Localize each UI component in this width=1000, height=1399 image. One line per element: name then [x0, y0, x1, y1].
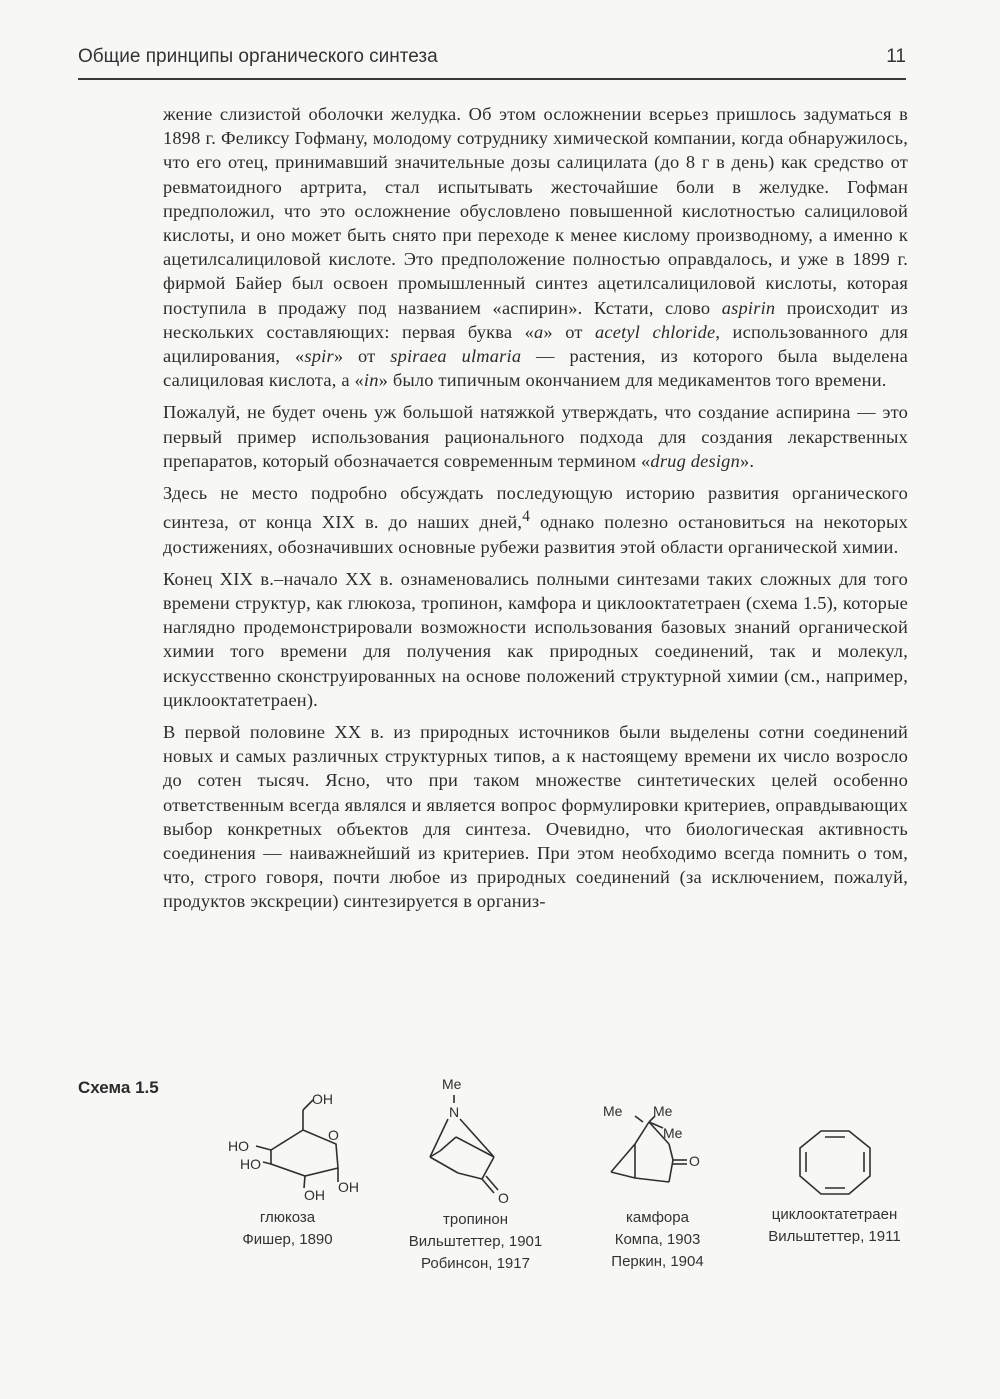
- compound-camphor: [580, 1098, 735, 1273]
- paragraph-drug-design: Пожалуй, не будет очень уж большой натяжкой утверждать, что создание аспирина — это первый пример использования рационального подхода для создания лекарственных препаратов, который обозначается современным термином «drug design».: [163, 402, 908, 471]
- paragraph-total-syntheses: Конец XIX в.–начало XX в. ознаменовались полными синтезами таких сложных для того времени структур, как глюкоза, тропинон, камфора и циклооктатетраен (схема 1.5), которые наглядно продемонстрировали возможности использования базовых знаний органической химии того времени для получения как природных соединений, так и молекул, искусственно сконструированных на основе положений структурной химии (см., например, циклооктатетраен).: [163, 568, 908, 710]
- footnote-ref[interactable]: 4: [522, 508, 531, 526]
- svg-text:OH: OH: [303, 1187, 325, 1203]
- svg-text:O: O: [688, 1153, 700, 1169]
- glucose-structure: [208, 1088, 368, 1203]
- svg-text:O: O: [497, 1190, 509, 1206]
- compound-credit: Робинсон, 1917: [421, 1255, 530, 1272]
- svg-text:O: O: [327, 1127, 339, 1143]
- compound-tropinone: [388, 1075, 563, 1275]
- compound-credit: Вильштеттер, 1901: [408, 1233, 543, 1250]
- compound-credit: Компа, 1903: [614, 1231, 701, 1248]
- cyclooctatetraene-structure: [790, 1128, 880, 1198]
- scheme-label: Схема 1.5: [78, 1078, 159, 1097]
- compound-credit: Фишер, 1890: [242, 1231, 333, 1248]
- running-header: [78, 40, 906, 80]
- term-drug-design: drug design: [650, 450, 740, 471]
- svg-text:Me: Me: [441, 1076, 461, 1092]
- running-title: Общие принципы органического синтеза: [78, 46, 438, 67]
- svg-text:Me: Me: [652, 1103, 672, 1119]
- camphor-structure: [593, 1098, 723, 1203]
- compound-name: тропинон: [443, 1211, 508, 1228]
- page-number: 11: [886, 46, 906, 67]
- term-acetyl-chloride: acetyl chloride: [594, 321, 716, 342]
- paragraph-history: Здесь не место подробно обсуждать последующую историю развития органического синтеза, от конца XIX в. до наших дней,$^4$ однако полезно остановиться на некоторых достижениях, обозначивших основные рубежи развития этой области органической химии.: [163, 483, 908, 557]
- compound-credit: Перкин, 1904: [611, 1253, 704, 1270]
- tropinone-structure: [396, 1075, 556, 1205]
- term-aspirin: aspirin: [721, 297, 776, 318]
- compound-name: камфора: [626, 1209, 689, 1226]
- compound-name: глюкоза: [259, 1209, 316, 1226]
- svg-text:OH: OH: [311, 1091, 333, 1107]
- compound-credit: Вильштеттер, 1911: [768, 1228, 901, 1245]
- main-text: [163, 102, 908, 914]
- compound-name: циклооктатетраен: [771, 1206, 898, 1223]
- paragraph-aspirin-history: жение слизистой оболочки желудка. Об этом осложнении всерьез пришлось задуматься в 1898 г. Феликсу Гофману, молодому сотруднику химической компании, когда обнаружилось, что его отец, принимавший значительные дозы салицилата (до 8 г в день) как средство от ревматоидного артрита, стал испытывать жесточайшие боли в желудке. Гофман предположил, что это осложнение обусловлено повышенной кислотностью салициловой кислоты, и оно может быть снято при переходе к менее кислому производному, а именно к ацетилсалициловой кислоте. Это предположение полностью оправдалось, и уже в 1899 г. фирмой Байер был освоен промышленный синтез ацетилсалициловой кислоты, которая поступила в продажу под названием «аспирин». Кстати, слово aspirin происходит из нескольких составляющих: первая буква «a» от acetyl chloride, использованного для ацилирования, «spir» от spiraea ulmaria — растения, из которого была выделена салициловая кислота, а «in» было типичным окончанием для медикаментов того времени.: [163, 104, 908, 391]
- svg-text:Me: Me: [602, 1103, 622, 1119]
- svg-text:HO: HO: [227, 1138, 249, 1154]
- compound-cyclooctatetraene: [752, 1128, 917, 1248]
- term-spiraea-ulmaria: spiraea ulmaria: [390, 346, 522, 367]
- svg-text:Me: Me: [662, 1125, 682, 1141]
- compound-glucose: [195, 1088, 380, 1251]
- paragraph-natural-products: В первой половине XX в. из природных источников были выделены сотни соединений новых и самых различных структурных типов, а к настоящему времени их число возросло до сотен тысяч. Ясно, что при таком множестве синтетических целей особенно ответственным всегда являлся и является вопрос формулировки критериев, оправдывающих выбор конкретных объектов для синтеза. Очевидно, что биологическая активность соединения — наиважнейший из критериев. При этом необходимо всегда помнить о том, что, строго говоря, почти любое из природных соединений (за исключением, пожалуй, продуктов экскреции) синтезируется в организ-: [163, 722, 908, 912]
- svg-text:N: N: [448, 1104, 459, 1120]
- svg-text:HO: HO: [239, 1156, 261, 1172]
- svg-text:OH: OH: [337, 1179, 359, 1195]
